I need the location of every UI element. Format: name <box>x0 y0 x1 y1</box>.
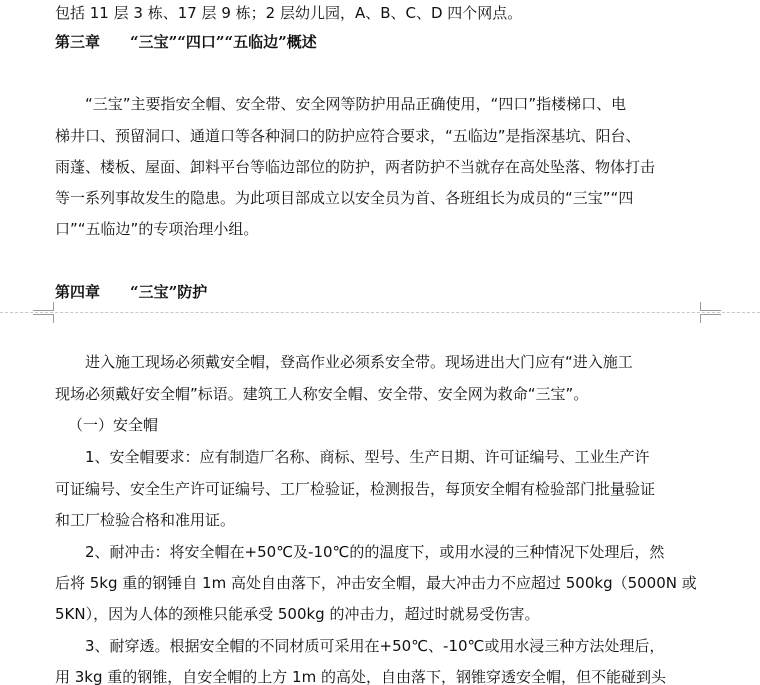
section-heading-helmet: （一）安全帽 <box>68 416 159 434</box>
paragraph-line: 用 3kg 重的钢锥，自安全帽的上方 1m 的高处，自由落下，钢锥穿透安全帽，但不能碰到头 <box>55 668 666 685</box>
chapter-4-heading: 第四章 “三宝”防护 <box>55 283 208 301</box>
margin-corner-mark <box>700 314 721 323</box>
paragraph-line: 和工厂检验合格和准用证。 <box>55 511 236 529</box>
paragraph-line: 梯井口、预留洞口、通道口等各种洞口的防护应符合要求，“五临边”是指深基坑、阳台、 <box>55 127 641 145</box>
paragraph-line: 现场必须戴好安全帽”标语。建筑工人称安全帽、安全带、安全网为救命“三宝”。 <box>55 385 589 403</box>
paragraph-line: 5KN），因为人体的颈椎只能承受 500kg 的冲击力，超过时就易受伤害。 <box>55 605 540 623</box>
paragraph-line: 2、耐冲击：将安全帽在+50℃及-10℃的的温度下，或用水浸的三种情况下处理后，然 <box>55 543 665 561</box>
paragraph-line: 包括 11 层 3 栋、17 层 9 栋；2 层幼儿园，A、B、C、D 四个网点。 <box>55 4 523 22</box>
paragraph-line: 后将 5kg 重的钢锤自 1m 高处自由落下，冲击安全帽，最大冲击力不应超过 500kg（5000N 或 <box>55 574 697 592</box>
paragraph-line: 进入施工现场必须戴安全帽，登高作业必须系安全带。现场进出大门应有“进入施工 <box>55 353 633 371</box>
paragraph-line: 等一系列事故发生的隐患。为此项目部成立以安全员为首、各班组长为成员的“三宝”“四 <box>55 189 634 207</box>
page-break-divider <box>0 312 760 314</box>
paragraph-line: 口”“五临边”的专项治理小组。 <box>55 220 259 238</box>
paragraph-line: 可证编号、安全生产许可证编号、工厂检验证，检测报告，每顶安全帽有检验部门批量验证 <box>55 480 656 498</box>
margin-corner-mark <box>33 314 54 323</box>
paragraph-line: 1、安全帽要求：应有制造厂名称、商标、型号、生产日期、许可证编号、工业生产许 <box>55 448 650 466</box>
paragraph-line: 3、耐穿透。根据安全帽的不同材质可采用在+50℃、-10℃或用水浸三种方法处理后， <box>55 637 665 655</box>
margin-corner-mark <box>700 302 721 311</box>
paragraph-line: 雨蓬、楼板、屋面、卸料平台等临边部位的防护，两者防护不当就存在高处坠落、物体打击 <box>55 158 656 176</box>
chapter-3-heading: 第三章 “三宝”“四口”“五临边”概述 <box>55 33 317 51</box>
paragraph-line: “三宝”主要指安全帽、安全带、安全网等防护用品正确使用，“四口”指楼梯口、电 <box>55 95 627 113</box>
margin-corner-mark <box>33 302 54 311</box>
